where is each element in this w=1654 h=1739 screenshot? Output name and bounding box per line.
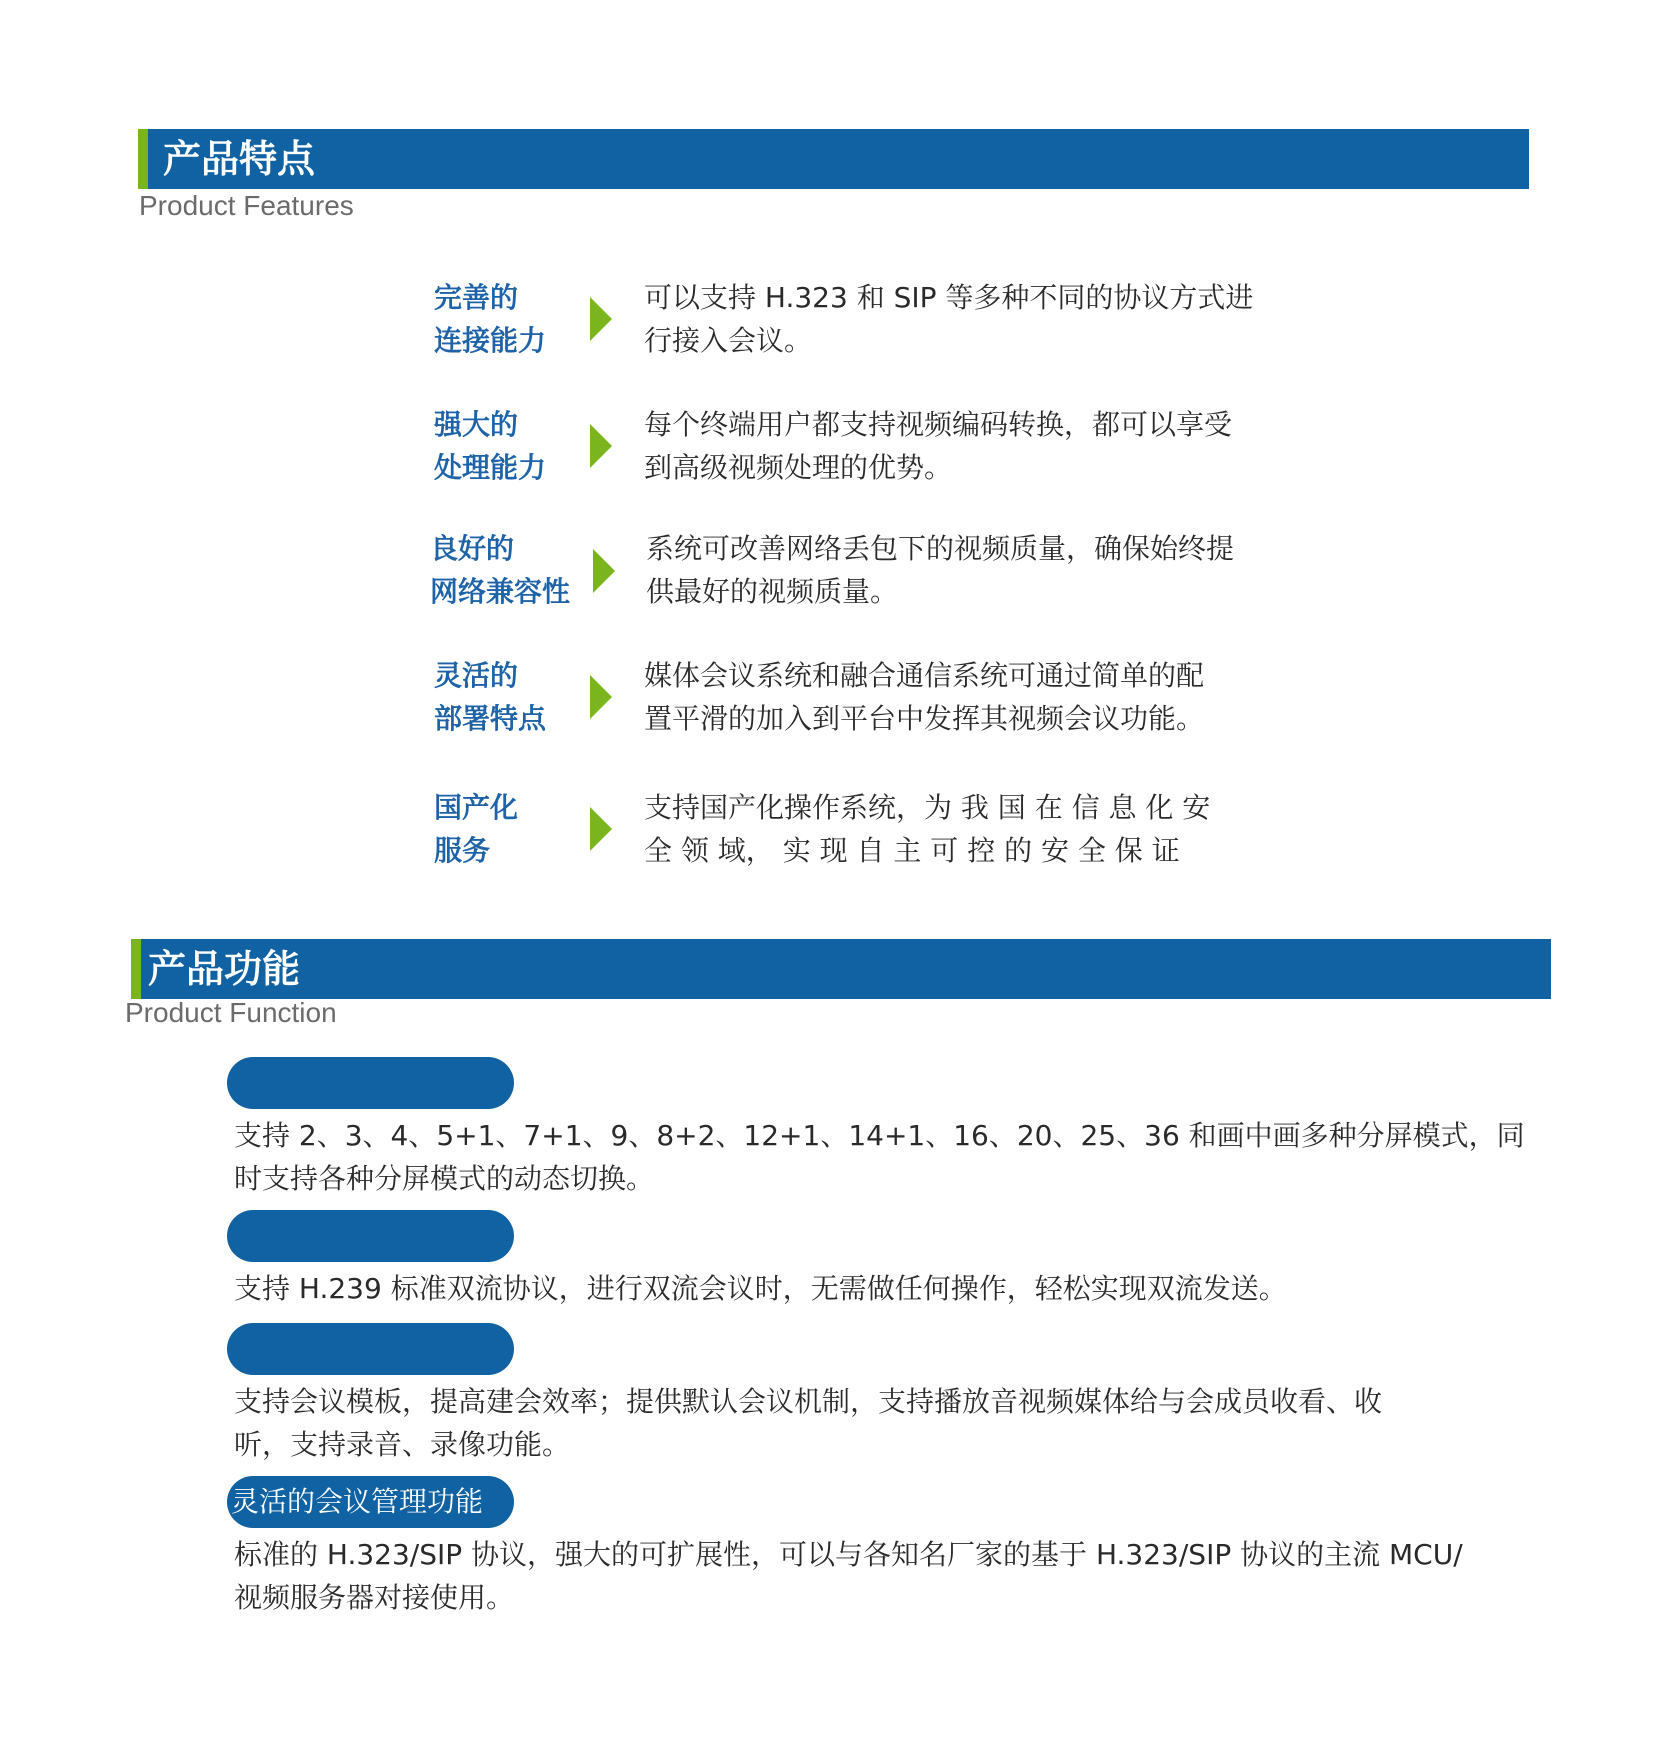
arrow-right-icon [590,807,612,851]
function-desc-line: 支持会议模板，提高建会效率；提供默认会议机制，支持播放音视频媒体给与会成员收看、收 [234,1385,1383,1418]
header-accent-stripe [138,129,148,189]
feature-label-line: 国产化 [434,791,519,824]
feature-item [0,403,1654,503]
feature-description [644,403,1232,489]
function-desc-line: 支持 H.239 标准双流协议，进行双流会议时，无需做任何操作，轻松实现双流发送。 [234,1272,1287,1305]
feature-desc-line: 行接入会议。 [644,324,813,357]
feature-label [434,654,546,740]
feature-label-line: 网络兼容性 [430,575,571,608]
section-subtitle: Product Function [125,997,337,1028]
arrow-right-icon [590,297,612,341]
feature-desc-line: 可以支持 H.323 和 SIP 等多种不同的协议方式进 [644,281,1254,314]
feature-desc-line: 系统可改善网络丢包下的视频质量，确保始终提 [646,532,1235,565]
feature-label-line: 处理能力 [434,451,547,484]
arrow-right-icon [590,675,612,719]
function-pill [227,1057,514,1109]
arrow-right-icon [590,424,612,468]
feature-desc-line: 到高级视频处理的优势。 [644,451,953,484]
feature-desc-line: 媒体会议系统和融合通信系统可通过简单的配 [644,659,1205,692]
feature-description [646,527,1234,613]
feature-description [644,276,1253,362]
feature-label-line: 灵活的 [434,659,519,692]
feature-desc-line: 全 领 域， 实 现 自 主 可 控 的 安 全 保 证 [644,834,1180,867]
function-description [234,1114,1525,1200]
feature-label-line: 良好的 [430,532,515,565]
function-pill [227,1210,514,1262]
feature-item [0,276,1654,376]
header-accent-stripe [131,939,141,999]
function-desc-line: 听，支持录音、录像功能。 [234,1428,571,1461]
section-subtitle: Product Features [139,190,354,221]
feature-description [644,654,1204,740]
feature-desc-line: 支持国产化操作系统，为 我 国 在 信 息 化 安 [644,791,1211,824]
feature-label [434,403,546,489]
feature-label [434,786,518,872]
feature-label-line: 强大的 [434,408,519,441]
feature-desc-line: 供最好的视频质量。 [646,575,899,608]
feature-label-line: 服务 [434,834,491,867]
feature-label-line: 连接能力 [434,324,547,357]
feature-item [0,654,1654,754]
function-description [234,1267,1287,1310]
function-desc-line: 支持 2、3、4、5+1、7+1、9、8+2、12+1、14+1、16、20、25、36 和画中画多种分屏模式，同 [234,1119,1525,1152]
feature-label [434,276,546,362]
function-pill: 灵活的会议管理功能 [227,1476,514,1528]
feature-item [0,527,1654,627]
feature-item [0,786,1654,886]
feature-label [430,527,570,613]
function-pill [227,1323,514,1375]
function-desc-line: 时支持各种分屏模式的动态切换。 [234,1162,655,1195]
functions-header-bar [131,939,1551,999]
feature-label-line: 部署特点 [434,702,547,735]
arrow-right-icon [593,549,615,593]
feature-label-line: 完善的 [434,281,519,314]
feature-desc-line: 每个终端用户都支持视频编码转换，都可以享受 [644,408,1233,441]
function-description [234,1533,1463,1619]
section-title: 产品特点 [163,137,316,181]
feature-desc-line: 置平滑的加入到平台中发挥其视频会议功能。 [644,702,1205,735]
function-description [234,1380,1382,1466]
function-desc-line: 标准的 H.323/SIP 协议，强大的可扩展性，可以与各知名厂家的基于 H.323/SIP 协议的主流 MCU/ [234,1538,1463,1571]
function-desc-line: 视频服务器对接使用。 [234,1581,515,1614]
section-title: 产品功能 [148,947,301,991]
features-header-bar [138,129,1529,189]
feature-description [644,786,1210,872]
